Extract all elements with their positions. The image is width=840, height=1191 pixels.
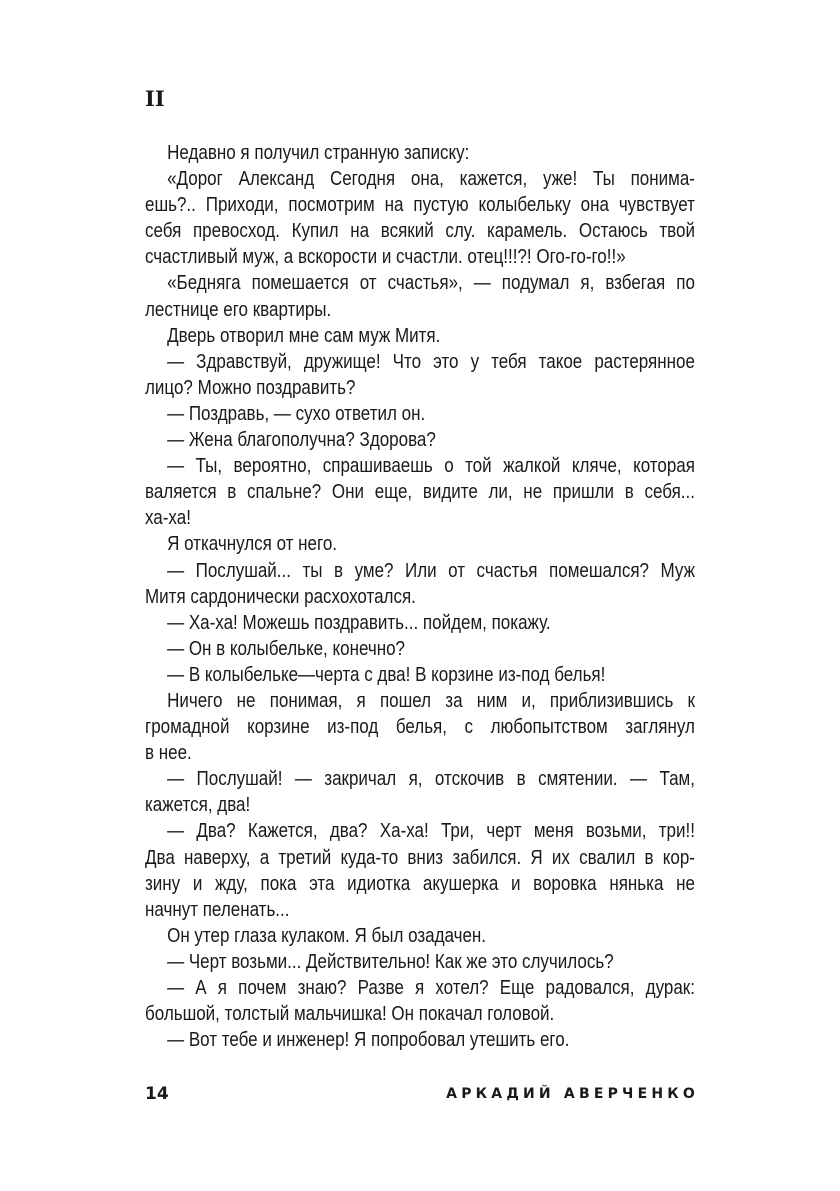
text-line: — Ха-ха! Можешь поздравить... пойдем, покажу. bbox=[167, 611, 551, 634]
running-footer-author: АРКАДИЙ АВЕРЧЕНКО bbox=[446, 1086, 699, 1102]
text-line: лестнице его квартиры. bbox=[145, 298, 332, 321]
text-line: — Он в колыбельке, конечно? bbox=[167, 637, 406, 660]
chapter-heading: II bbox=[145, 86, 165, 111]
text-line: громадной корзине из-под белья, с любопытством заглянул bbox=[145, 716, 695, 739]
text-line: себя превосход. Купил на всякий слу. карамель. Остаюсь твой bbox=[145, 220, 695, 243]
text-line: — В колыбельке—черта с два! В корзине из-под белья! bbox=[167, 663, 606, 686]
text-line: — Поздравь, — сухо ответил он. bbox=[167, 402, 426, 425]
page-number: 14 bbox=[145, 1084, 169, 1104]
text-line: кажется, два! bbox=[145, 794, 251, 817]
text-line: — Жена благополучна? Здорова? bbox=[167, 429, 436, 452]
text-line: Дверь отворил мне сам муж Митя. bbox=[167, 324, 441, 347]
text-line: ха-ха! bbox=[145, 507, 191, 530]
text-line: Он утер глаза кулаком. Я был озадачен. bbox=[167, 924, 487, 947]
text-line: Два наверху, а третий куда-то вниз забился. Я их свалил в кор- bbox=[145, 846, 695, 869]
text-line: лицо? Можно поздравить? bbox=[145, 376, 356, 399]
text-line: начнут пеленать... bbox=[145, 898, 290, 921]
text-line: «Дорог Александ Сегодня она, кажется, уже! Ты понима- bbox=[167, 168, 695, 191]
text-line: валяется в спальне? Они еще, видите ли, не пришли в себя... bbox=[145, 481, 695, 504]
text-line: «Бедняга помешается от счастья», — подумал я, взбегая по bbox=[167, 272, 695, 295]
text-line: — А я почем знаю? Разве я хотел? Еще радовался, дурак: bbox=[167, 977, 695, 999]
text-line: большой, толстый мальчишка! Он покачал головой. bbox=[145, 1003, 555, 1026]
text-line: Митя сардонически расхохотался. bbox=[145, 585, 416, 608]
text-line: зину и жду, пока эта идиотка акушерка и воровка нянька не bbox=[145, 872, 695, 895]
text-line: — Вот тебе и инженер! Я попробовал утешить его. bbox=[167, 1029, 570, 1052]
text-line: Недавно я получил странную записку: bbox=[167, 142, 470, 164]
text-line: в нее. bbox=[145, 742, 192, 765]
text-line: — Ты, вероятно, спрашиваешь о той жалкой кляче, которая bbox=[167, 455, 695, 478]
text-line: счастливый муж, а вскорости и счастли. отец!!!?! Ого-го-го!!» bbox=[145, 246, 626, 269]
text-line: — Два? Кажется, два? Ха-ха! Три, черт меня возьми, три!! bbox=[167, 820, 695, 843]
text-line: — Черт возьми... Действительно! Как же это случилось? bbox=[167, 950, 614, 973]
text-line: Ничего не понимая, я пошел за ним и, приблизившись к bbox=[167, 689, 695, 712]
body-text bbox=[145, 142, 695, 1055]
text-line: ешь?.. Приходи, посмотрим на пустую колыбельку она чувствует bbox=[145, 194, 695, 217]
text-line: — Здравствуй, дружище! Что это у тебя такое растерянное bbox=[167, 350, 695, 373]
text-line: — Послушай! — закричал я, отскочив в смятении. — Там, bbox=[167, 768, 695, 791]
text-line: — Послушай... ты в уме? Или от счастья помешался? Муж bbox=[167, 559, 695, 582]
text-line: Я откачнулся от него. bbox=[167, 533, 338, 556]
